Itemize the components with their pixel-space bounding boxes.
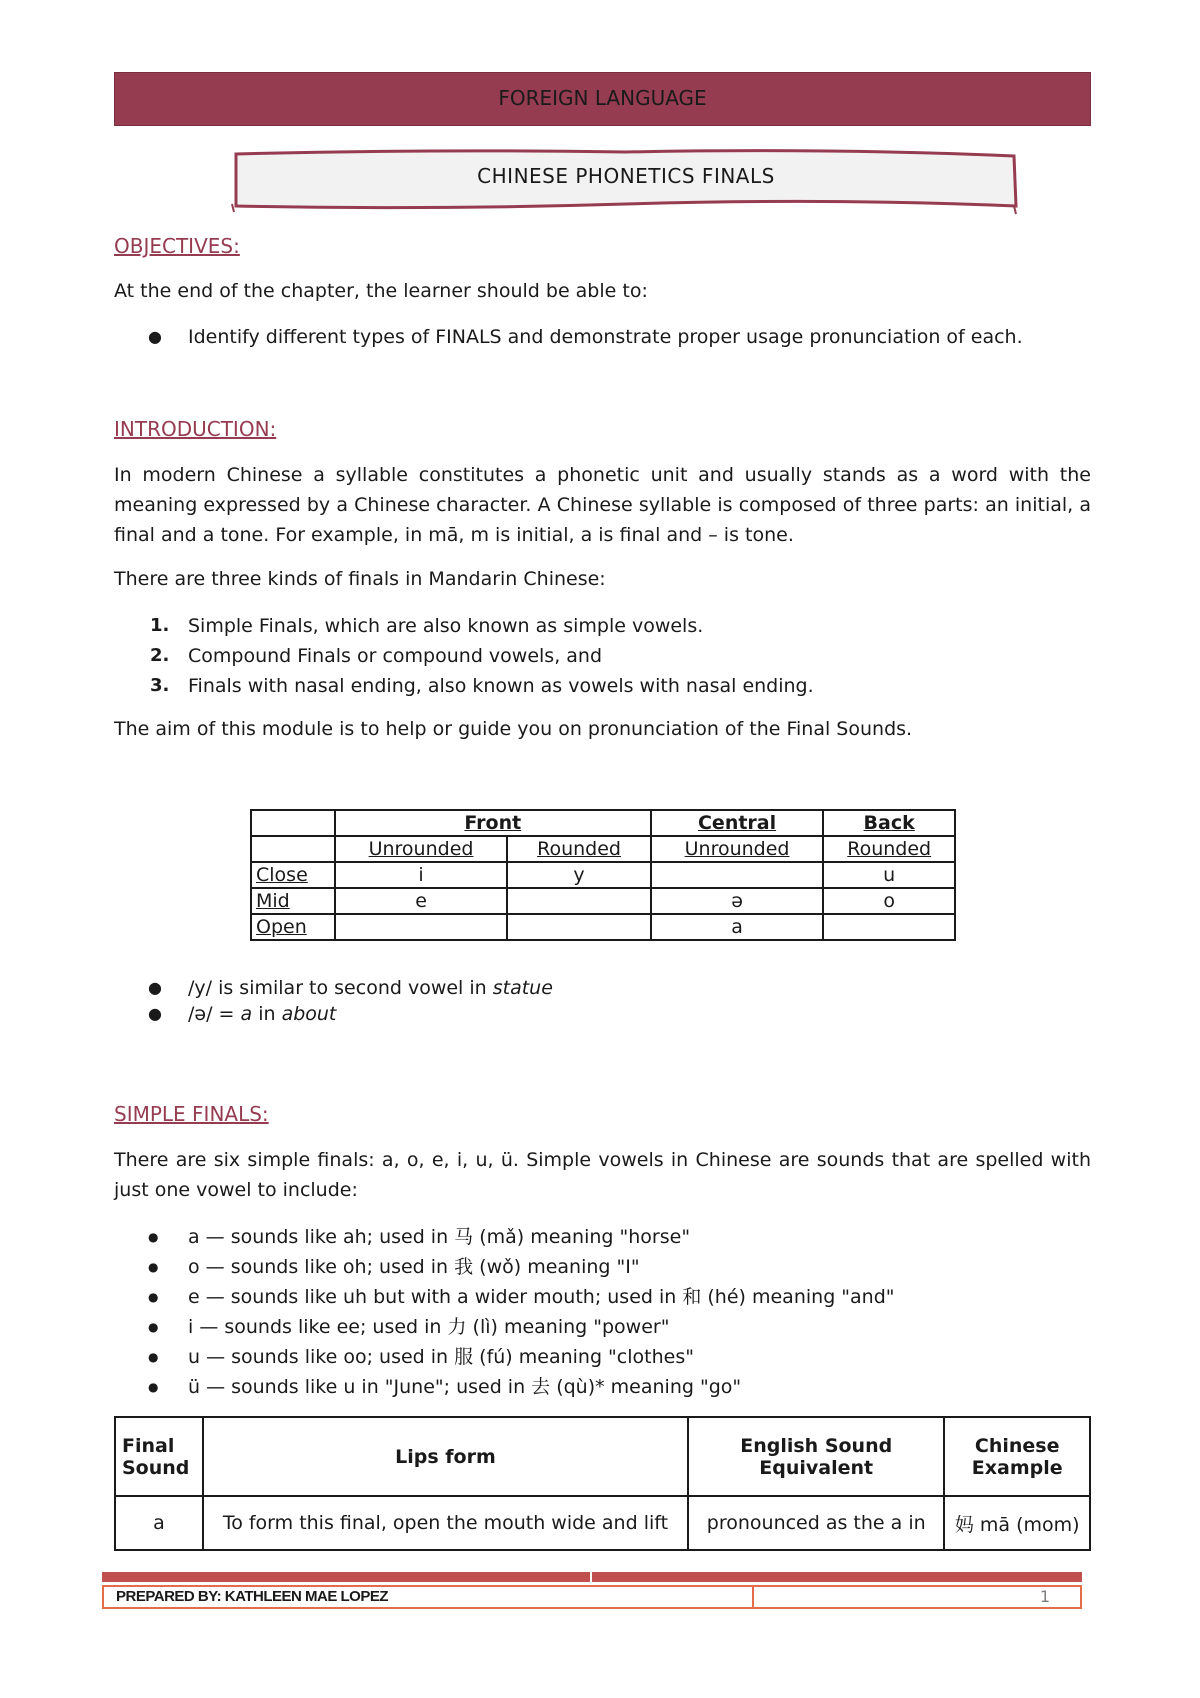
table-row	[251, 836, 955, 862]
table-cell: u	[823, 862, 955, 888]
introduction-paragraph: In modern Chinese a syllable constitutes a phonetic unit and usually stands as a word with the meaning expressed by a Chinese character. A Chinese syllable is composed of three parts: an initial, a final and a tone. For example, in mā, m is initial, a is final and – is tone.	[114, 464, 1091, 546]
bullet-icon: ●	[148, 1290, 159, 1304]
table-header-row	[115, 1417, 1090, 1496]
bullet-icon: ●	[148, 1004, 162, 1023]
table-row	[251, 888, 955, 914]
prepared-by: PREPARED BY: KATHLEEN MAE LOPEZ	[116, 1588, 389, 1605]
row-label: Close	[251, 862, 335, 888]
aim-text: The aim of this module is to help or guide you on pronunciation of the Final Sounds.	[114, 718, 913, 740]
row-label: Mid	[251, 888, 335, 914]
page-number: 1	[1039, 1587, 1050, 1606]
bullet-icon: ●	[148, 978, 162, 997]
table-cell: To form this final, open the mouth wide and lift	[203, 1496, 688, 1550]
objectives-heading: OBJECTIVES:	[114, 234, 240, 258]
table-cell: a	[115, 1496, 203, 1550]
vowel-chart-table	[250, 809, 956, 941]
table-cell	[507, 914, 651, 940]
table-subheader: Unrounded	[335, 836, 507, 862]
bullet-icon: ●	[148, 1350, 159, 1364]
page-title: CHINESE PHONETICS FINALS	[477, 164, 775, 188]
simple-finals-paragraph: There are six simple finals: a, o, e, i, u, ü. Simple vowels in Chinese are sounds that are spelled with just one vowel to include:	[114, 1149, 1091, 1201]
table-cell	[651, 862, 823, 888]
table-cell: pronounced as the a in	[688, 1496, 944, 1550]
bullet-icon: ●	[148, 327, 162, 346]
table-subheader: Rounded	[507, 836, 651, 862]
table-cell: 妈 mā (mom)	[944, 1496, 1090, 1550]
table-cell: a	[651, 914, 823, 940]
finals-table	[114, 1416, 1091, 1551]
table-cell: ə	[651, 888, 823, 914]
table-row	[115, 1496, 1090, 1550]
table-cell	[507, 888, 651, 914]
row-label: Open	[251, 914, 335, 940]
table-header: Lips form	[203, 1417, 688, 1496]
table-subheader: Unrounded	[651, 836, 823, 862]
table-row	[251, 914, 955, 940]
table-header: Central	[651, 810, 823, 836]
table-row	[251, 810, 955, 836]
simple-finals-heading: SIMPLE FINALS:	[114, 1102, 269, 1126]
table-header: Final Sound	[115, 1417, 203, 1496]
kinds-lead: There are three kinds of finals in Mandarin Chinese:	[114, 568, 606, 590]
objectives-lead: At the end of the chapter, the learner should be able to:	[114, 280, 648, 302]
table-subheader: Rounded	[823, 836, 955, 862]
introduction-heading: INTRODUCTION:	[114, 417, 277, 441]
footer	[102, 1585, 1082, 1609]
table-cell	[335, 914, 507, 940]
table-cell: o	[823, 888, 955, 914]
bullet-icon: ●	[148, 1380, 159, 1394]
bullet-icon: ●	[148, 1320, 159, 1334]
document-banner: FOREIGN LANGUAGE	[114, 72, 1091, 126]
table-header: Back	[823, 810, 955, 836]
title-scroll	[230, 146, 1022, 216]
table-cell: i	[335, 862, 507, 888]
table-cell: e	[335, 888, 507, 914]
table-header: Front	[335, 810, 651, 836]
table-row	[251, 862, 955, 888]
table-cell	[823, 914, 955, 940]
bullet-icon: ●	[148, 1260, 159, 1274]
table-header: Chinese Example	[944, 1417, 1090, 1496]
bullet-icon: ●	[148, 1230, 159, 1244]
table-cell: y	[507, 862, 651, 888]
table-header: English Sound Equivalent	[688, 1417, 944, 1496]
footer-bar	[102, 1572, 1082, 1582]
